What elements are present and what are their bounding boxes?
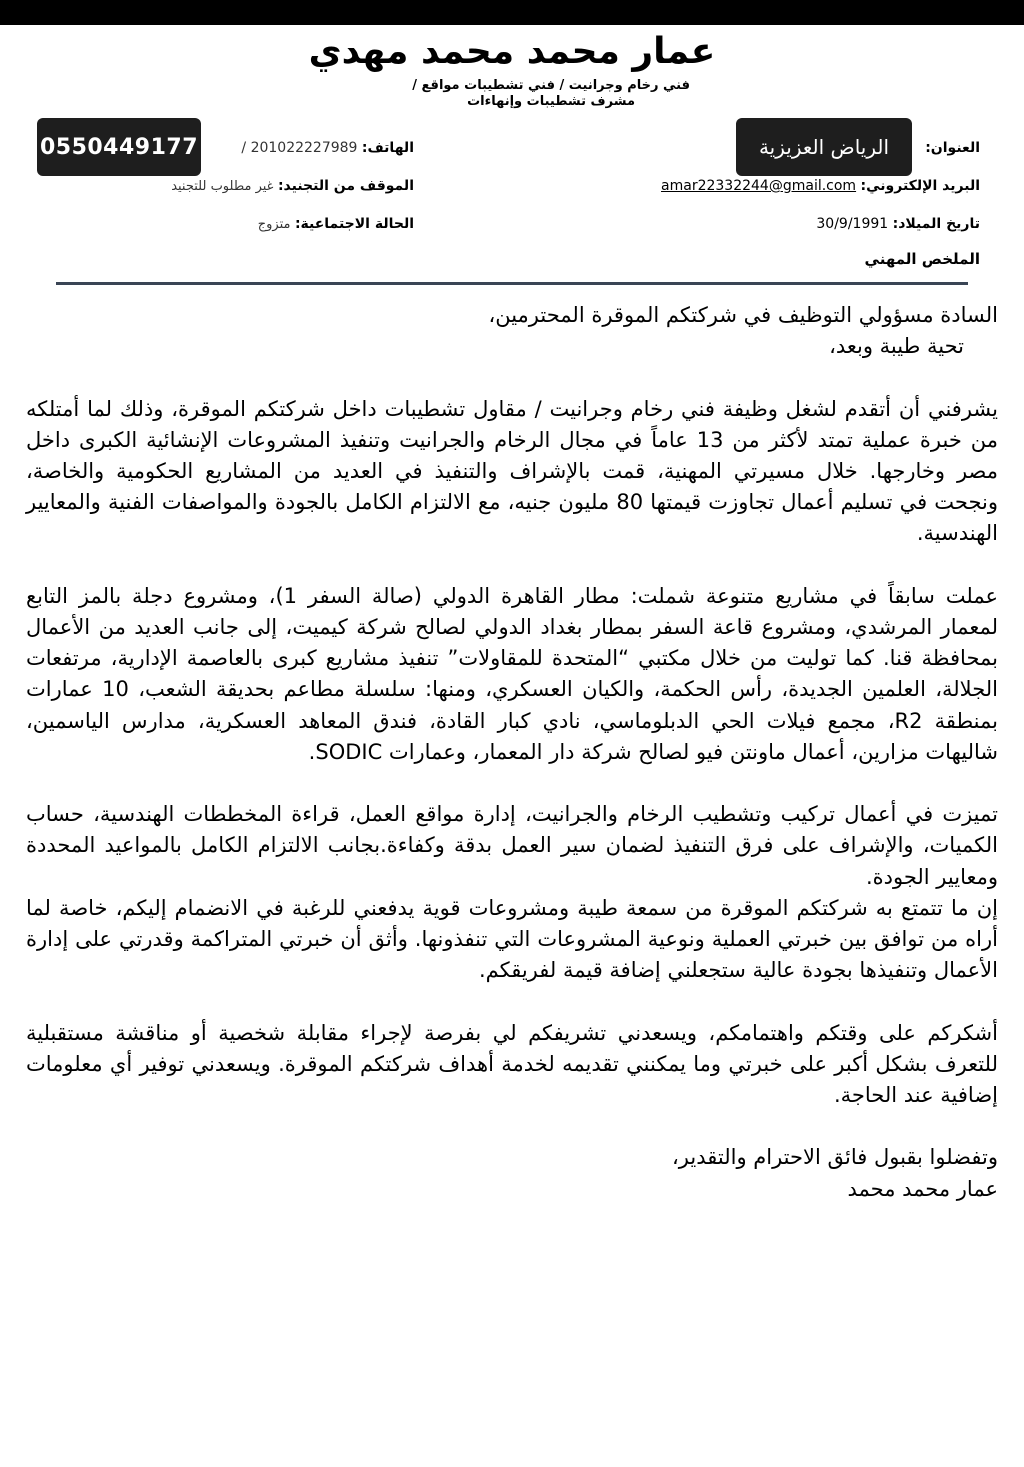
paragraph-3: تميزت في أعمال تركيب وتشطيب الرخام والجرانيت، إدارة مواقع العمل، قراءة المخططات الهندسية، حساب الكميات، والإشراف على فرق التنفيذ لضمان سير العمل بدقة وكفاءة.بجانب الالتزام الكامل بالمواعيد المحددة ومعايير الجودة.	[26, 802, 998, 889]
birth-row	[816, 213, 980, 235]
paragraph-1: يشرفني أن أتقدم لشغل وظيفة فني رخام وجرانيت / مقاول تشطيبات داخل شركتكم الموقرة، وذلك لما أمتلكه من خبرة عملية تمتد لأكثر من 13 عاماً في مجال الرخام والجرانيت وتنفيذ المشروعات الإنشائية الكبرى داخل مصر وخارجها. خلال مسيرتي المهنية، قمت بالإشراف والتنفيذ في العديد من المشاريع الحكومية والخاصة، ونجحت في تسليم أعمال تجاوزت قيمتها 80 مليون جنيه، مع الالتزام الكامل بالجودة والمواصفات الفنية والمعايير الهندسية.	[26, 396, 998, 546]
phone-label: الهاتف:	[361, 140, 414, 156]
military-label: الموقف من التجنيد:	[277, 178, 414, 194]
marital-label: الحالة الاجتماعية:	[294, 216, 414, 232]
address-label: العنوان:	[925, 140, 980, 156]
greeting: تحية طيبة وبعد،	[829, 334, 964, 359]
military-row	[171, 175, 414, 198]
job-titles	[360, 78, 690, 110]
email-label: البريد الإلكتروني:	[860, 178, 980, 194]
birth-value: 30/9/1991	[816, 216, 889, 232]
marital-row	[258, 213, 414, 236]
birth-label: تاريخ الميلاد:	[892, 216, 980, 232]
job-titles-line-2: مشرف تشطيبات وإنهاءات	[467, 94, 635, 109]
closing: وتفضلوا بقبول فائق الاحترام والتقدير،	[672, 1145, 998, 1170]
applicant-name: عمار محمد محمد مهدي	[308, 31, 716, 72]
phone-row	[241, 137, 414, 159]
military-value: غير مطلوب للتجنيد	[171, 179, 274, 194]
paragraph-4: إن ما تتمتع به شركتكم الموقرة من سمعة طيبة ومشروعات قوية يدفعني للرغبة في الانضمام إليكم، خاصة لما أراه من توافق بين خبرتي العملية ونوعية المشروعات التي تنفذونها. وأثق أن خبرتي المتراكمة وقدرتي على إدارة الأعمال وتنفيذها بجودة عالية ستجعلني إضافة قيمة لفريقكم.	[26, 895, 998, 983]
address-value: الرياض العزيزية	[736, 118, 912, 176]
phone-secondary: 201022227989 /	[241, 140, 358, 156]
job-titles-line-1: فني رخام وجرانيت / فني تشطيبات مواقع /	[412, 78, 690, 93]
paragraph-5: أشكركم على وقتكم واهتمامكم، ويسعدني تشريفكم لي بفرصة لإجراء مقابلة شخصية أو مناقشة مستقبلية للتعرف بشكل أكبر على خبرتي وما يمكنني تقديمه لخدمة أهداف شركتكم الموقرة. ويسعدني توفير أي معلومات إضافية عند الحاجة.	[26, 1020, 998, 1108]
signature: عمار محمد محمد	[847, 1176, 998, 1201]
cover-letter	[26, 300, 998, 1205]
top-black-bar	[0, 0, 1024, 25]
summary-heading: الملخص المهني	[864, 250, 980, 268]
phone-primary: 0550449177	[37, 118, 201, 176]
marital-value: متزوج	[257, 217, 291, 232]
email-link[interactable]: amar22332244@gmail.com	[661, 178, 857, 194]
paragraph-2: عملت سابقاً في مشاريع متنوعة شملت: مطار القاهرة الدولي (صالة السفر 1)، ومشروع دجلة بالمز التابع لمعمار المرشدي، ومشروع قاعة السفر بمطار بغداد الدولي لصالح شركة كيميت، إلى جانب العديد من الأعمال بمحافظة قنا. كما توليت من خلال مكتبي “المتحدة للمقاولات” تنفيذ مشاريع كبرى بالعاصمة الإدارية، مرتفعات الجلالة، العلمين الجديدة، رأس الحكمة، والكيان العسكري، ومنها: سلسلة مطاعم بحديقة الشعب، 10 عمارات بمنطقة R2، مجمع فيلات الحي الدبلوماسي، نادي كبار القادة، فندق المعاهد العسكرية، مدارس الياسمين، شاليهات مزارين، أعمال ماونتن فيو لصالح شركة دار المعمار، وعمارات SODIC.	[26, 583, 999, 764]
email-row	[661, 175, 980, 197]
header-divider	[56, 282, 968, 285]
salutation: السادة مسؤولي التوظيف في شركتكم الموقرة المحترمين،	[488, 303, 998, 327]
